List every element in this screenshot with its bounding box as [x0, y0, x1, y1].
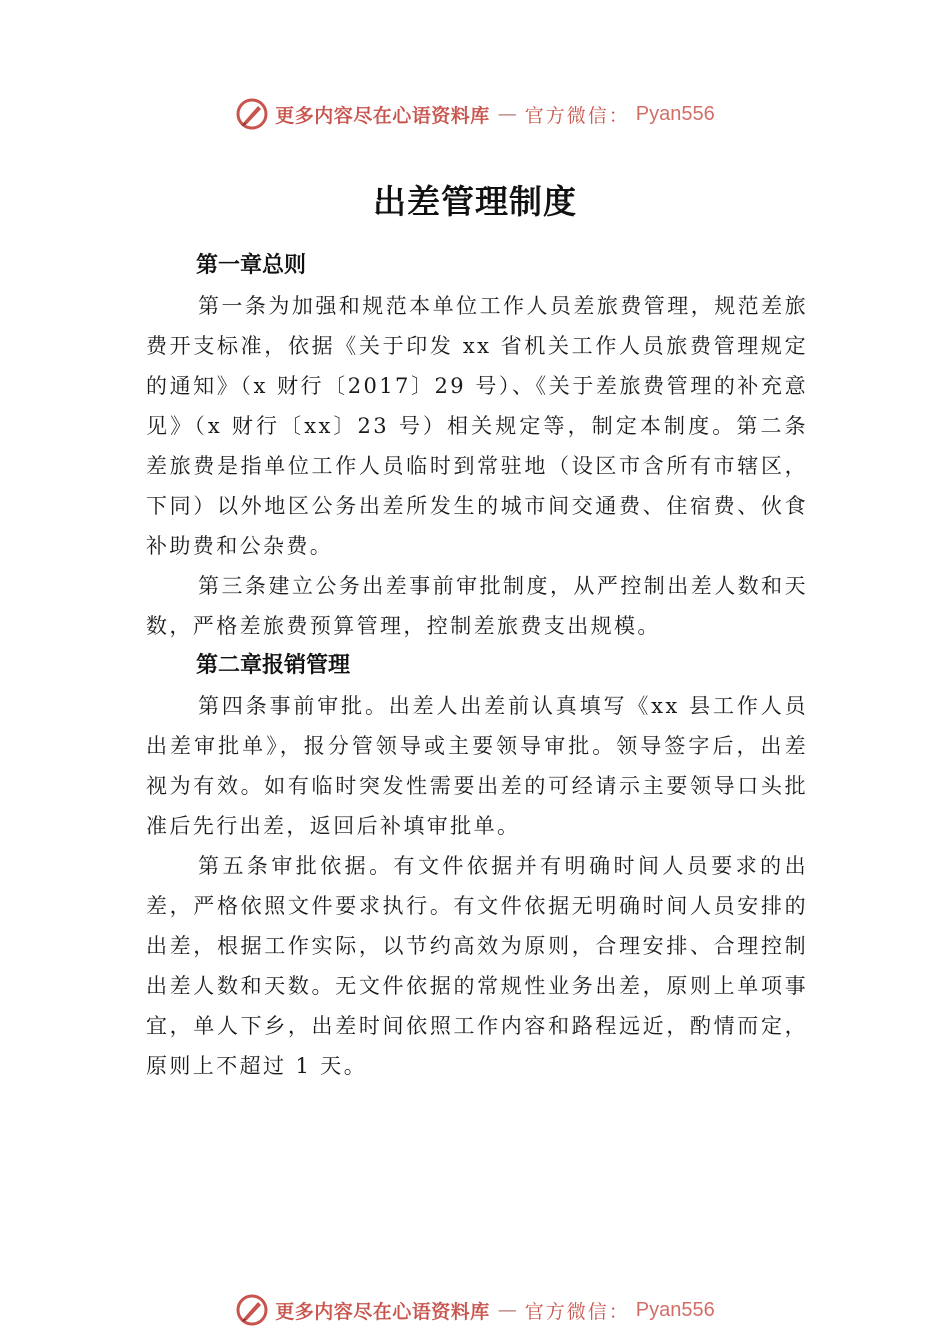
watermark-wechat-id: Pyan556 [635, 102, 715, 125]
watermark-brand: 更多内容尽在心语资料库 [275, 1300, 490, 1323]
chapter-1-paragraph-1: 第一条为加强和规范本单位工作人员差旅费管理，规范差旅费开支标准，依据《关于印发 xx 省机关工作人员旅费管理规定的通知》（x 财行〔2017〕29 号）、《关于差旅费管理的补充意见》（x 财行〔xx〕23 号）相关规定等，制定本制度。第二条差旅费是指单位工作人员临时到常驻地（设区市含所有市辖区，下同）以外地区公务出差所发生的城市间交通费、住宿费、伙食补助费和公杂费。 [146, 294, 808, 558]
watermark-brand: 更多内容尽在心语资料库 [275, 104, 490, 127]
header-watermark [0, 94, 950, 134]
watermark-wechat-label: 官方微信： [524, 1300, 630, 1323]
pen-logo-icon [235, 1293, 269, 1327]
watermark-wechat-id: Pyan556 [635, 1298, 715, 1321]
footer-watermark [0, 1290, 950, 1330]
document-body [146, 246, 808, 1086]
watermark-separator: — [497, 1299, 517, 1321]
watermark-separator: — [497, 103, 517, 125]
chapter-2-paragraph-1: 第四条事前审批。出差人出差前认真填写《xx 县工作人员出差审批单》，报分管领导或主要领导审批。领导签字后，出差视为有效。如有临时突发性需要出差的可经请示主要领导口头批准后先行出差，返回后补填审批单。 [146, 694, 808, 838]
pen-logo-icon [235, 97, 269, 131]
chapter-1-heading: 第一章总则 [196, 253, 307, 278]
chapter-2-heading: 第二章报销管理 [196, 653, 351, 678]
document-title: 出差管理制度 [373, 182, 577, 221]
watermark-wechat-label: 官方微信： [524, 104, 630, 127]
chapter-1-paragraph-2: 第三条建立公务出差事前审批制度，从严控制出差人数和天数，严格差旅费预算管理，控制差旅费支出规模。 [146, 574, 808, 638]
chapter-2-paragraph-2: 第五条审批依据。有文件依据并有明确时间人员要求的出差，严格依照文件要求执行。有文件依据无明确时间人员安排的出差，根据工作实际，以节约高效为原则，合理安排、合理控制出差人数和天数。无文件依据的常规性业务出差，原则上单项事宜，单人下乡，出差时间依照工作内容和路程远近，酌情而定，原则上不超过 1 天。 [146, 854, 808, 1078]
